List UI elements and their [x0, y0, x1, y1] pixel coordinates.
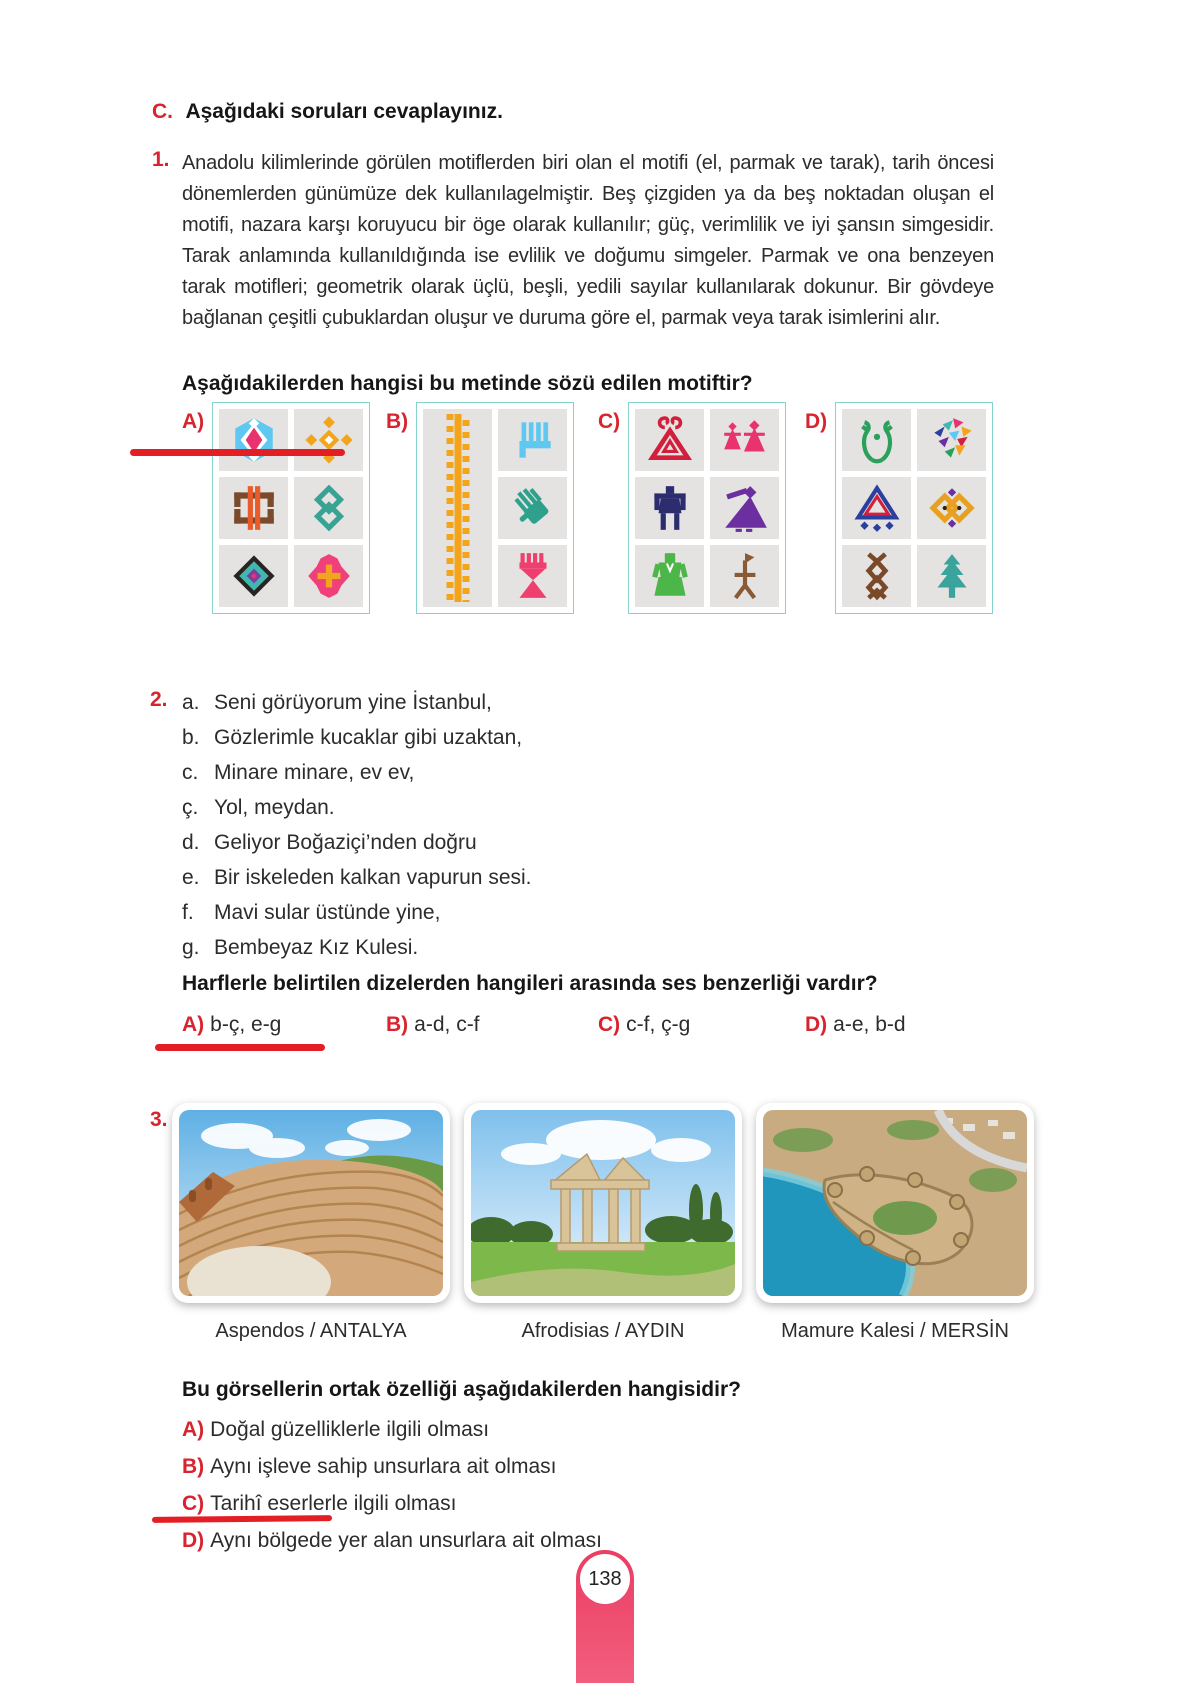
- q2-number: 2.: [150, 688, 168, 711]
- shepherd-figure-motif: [719, 550, 771, 602]
- q3-option-b: B) Aynı işleve sahip unsurlara ait olması: [182, 1455, 557, 1478]
- q3-option-a: A) Doğal güzelliklerle ilgili olması: [182, 1418, 490, 1441]
- eye-motif: [228, 414, 280, 466]
- tetrapylon-photo: [471, 1110, 735, 1296]
- q1-number: 1.: [152, 148, 170, 171]
- page-number-tab: [576, 1550, 634, 1683]
- comb-motif: [507, 550, 559, 602]
- q2-option-a: A) b-ç, e-g: [182, 1013, 282, 1036]
- list-item: f. Mavi sular üstünde yine,: [182, 901, 441, 924]
- photo-caption-afrodisias: Afrodisias / AYDIN: [521, 1320, 685, 1342]
- list-item: a. Seni görüyorum yine İstanbul,: [182, 691, 492, 714]
- q1-option-d-label: D): [805, 410, 828, 433]
- section-label: C.: [152, 100, 173, 123]
- q2-question: Harflerle belirtilen dizelerden hangileri arasında ses benzerliği vardır?: [182, 972, 878, 995]
- stepped-medallion-motif: [303, 550, 355, 602]
- q1-option-a-motifs: [212, 402, 370, 614]
- section-title: Aşağıdaki soruları cevaplayınız.: [185, 100, 503, 123]
- q3-option-d: D) Aynı bölgede yer alan unsurlara ait olması: [182, 1529, 603, 1552]
- photo-card-mamure: [756, 1103, 1034, 1303]
- q3-option-c: C) Tarihî eserlerle ilgili olması: [182, 1492, 457, 1515]
- page-number: 138: [580, 1554, 630, 1604]
- hand-motif: [507, 482, 559, 534]
- amulet-triangle-motif: [851, 482, 903, 534]
- q2-option-d: D) a-e, b-d: [805, 1013, 906, 1036]
- q2-verse-list: [182, 685, 532, 965]
- man-figure-motif: [644, 482, 696, 534]
- q2-answer-marker: [155, 1044, 325, 1051]
- double-diamond-hook-motif: [851, 550, 903, 602]
- q1-option-a-label: A): [182, 410, 205, 433]
- castle-sea-photo: [763, 1110, 1027, 1296]
- photo-caption-mamure: Mamure Kalesi / MERSİN: [781, 1320, 1009, 1342]
- photo-card-afrodisias: [464, 1103, 742, 1303]
- section-header: [152, 100, 503, 124]
- mother-figures-motif: [719, 414, 771, 466]
- frame-motif: [228, 482, 280, 534]
- list-item: g. Bembeyaz Kız Kulesi.: [182, 936, 419, 959]
- zigzag-chain-motif: [303, 482, 355, 534]
- pinwheel-motif: [926, 414, 978, 466]
- rams-horn-motif: [851, 414, 903, 466]
- q1-paragraph: Anadolu kilimlerinde görülen motiflerden biri olan el motifi (el, parmak ve tarak), tarih öncesi dönemlerden günümüze dek kullanılagelmiştir. Beş çizgiden ya da beş noktadan oluşan el motifi, nazara karşı koruyucu bir öge olarak kullanılır; güç, verimlilik ve iyi şansın simgesidir. Tarak anlamında kullanıldığında ise evlilik ve doğumu simgeler. Parmak ve ona benzeyen tarak motifleri; geometrik olarak üçlü, beşli, yedili sayılar kullanılarak dokunur. Bir gövdeye bağlanan çeşitli çubuklardan oluşur ve duruma göre el, parmak veya tarak isimlerini alır.: [182, 152, 994, 329]
- q2-option-b: B) a-d, c-f: [386, 1013, 480, 1036]
- q1-option-c-label: C): [598, 410, 621, 433]
- diamond-medallion-motif: [228, 550, 280, 602]
- q1-option-b-motifs: [416, 402, 574, 614]
- q3-question: Bu görsellerin ortak özelliği aşağıdakilerden hangisidir?: [182, 1378, 741, 1401]
- list-item: c. Minare minare, ev ev,: [182, 761, 415, 784]
- star-flower-motif: [303, 414, 355, 466]
- q3-answer-marker: [152, 1515, 332, 1523]
- list-item: ç. Yol, meydan.: [182, 796, 335, 819]
- rake-motif: [507, 414, 559, 466]
- amphitheater-photo: [179, 1110, 443, 1296]
- tree-of-life-motif: [926, 550, 978, 602]
- q1-option-c-motifs: [628, 402, 786, 614]
- woman-figure-motif: [644, 550, 696, 602]
- knot-motif: [926, 482, 978, 534]
- q2-option-c: C) c-f, ç-g: [598, 1013, 691, 1036]
- q1-option-b-label: B): [386, 410, 409, 433]
- q3-number: 3.: [150, 1108, 168, 1131]
- zipper-band-motif: [436, 412, 480, 604]
- list-item: e. Bir iskeleden kalkan vapurun sesi.: [182, 866, 532, 889]
- photo-caption-aspendos: Aspendos / ANTALYA: [215, 1320, 407, 1342]
- photo-card-aspendos: [172, 1103, 450, 1303]
- list-item: b. Gözlerimle kucaklar gibi uzaktan,: [182, 726, 523, 749]
- horned-amulet-motif: [644, 414, 696, 466]
- q1-question: Aşağıdakilerden hangisi bu metinde sözü edilen motiftir?: [182, 372, 753, 395]
- dervish-figure-motif: [719, 482, 771, 534]
- q1-answer-marker: [130, 449, 345, 456]
- q1-option-d-motifs: [835, 402, 993, 614]
- list-item: d. Geliyor Boğaziçi’nden doğru: [182, 831, 477, 854]
